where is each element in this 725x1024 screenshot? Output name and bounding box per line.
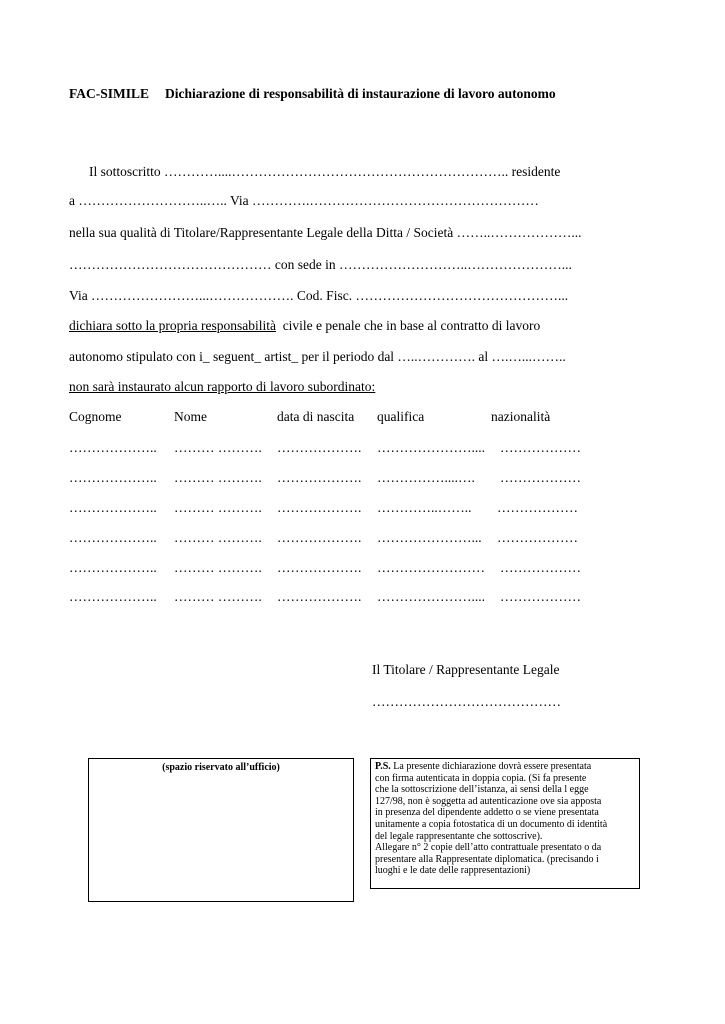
ps-lead: P.S.	[375, 761, 391, 772]
cell-cognome: ………………..	[69, 560, 157, 575]
document-title	[69, 86, 556, 102]
line-sede: ……………………………………… con sede in ………………………..…………………...	[69, 257, 572, 272]
office-reserved-box	[88, 758, 354, 902]
cell-qualifica: …………..……..	[377, 500, 472, 515]
signature-label: Il Titolare / Rappresentante Legale	[372, 662, 560, 677]
cell-cognome: ………………..	[69, 440, 157, 455]
ps-line: luoghi e le date delle rappresentazioni)	[375, 865, 531, 877]
ps-line: La presente dichiarazione dovrà essere presentata	[390, 761, 592, 772]
header-nome: Nome	[174, 409, 207, 424]
cell-nazionalita: ………………	[500, 589, 581, 604]
cell-qualifica: ……………………	[377, 560, 485, 575]
line-sottoscritto: Il sottoscritto …………....…………………………………………………….. residente	[89, 164, 561, 179]
cell-qualifica: ……………....….	[377, 470, 475, 485]
cell-nome: ……… ……….	[174, 470, 262, 485]
cell-nome: ……… ……….	[174, 589, 262, 604]
ps-line: presentare alla Rappresentate diplomatica. (precisando i	[375, 853, 599, 865]
line-dichiara	[69, 318, 540, 334]
cell-data-nascita: ……………….	[277, 500, 362, 515]
cell-cognome: ………………..	[69, 470, 157, 485]
header-data-nascita: data di nascita	[277, 409, 355, 424]
cell-nome: ……… ……….	[174, 500, 262, 515]
cell-nazionalita: ………………	[500, 470, 581, 485]
cell-data-nascita: ……………….	[277, 560, 362, 575]
cell-cognome: ………………..	[69, 530, 157, 545]
cell-nome: ……… ……….	[174, 440, 262, 455]
ps-line: del legale rappresentante che sottoscrive).	[375, 830, 543, 842]
cell-nazionalita: ………………	[500, 440, 581, 455]
title-text: Dichiarazione di responsabilità di instaurazione di lavoro autonomo	[165, 86, 556, 101]
dichiara-rest: civile e penale che in base al contratto di lavoro	[282, 318, 541, 333]
cell-nazionalita: ………………	[497, 530, 578, 545]
cell-cognome: ………………..	[69, 589, 157, 604]
ps-line: Allegare n° 2 copie dell’atto contrattuale presentato o da	[375, 842, 602, 854]
header-cognome: Cognome	[69, 409, 122, 424]
cell-nazionalita: ………………	[500, 560, 581, 575]
line-qualita: nella sua qualità di Titolare/Rappresentante Legale della Ditta / Società ……..………………...	[69, 225, 582, 240]
dichiara-underlined: dichiara sotto la propria responsabilità	[69, 318, 276, 333]
cell-nome: ……… ……….	[174, 560, 262, 575]
header-qualifica: qualifica	[377, 409, 425, 424]
cell-qualifica: …………………....	[377, 589, 485, 604]
cell-data-nascita: ……………….	[277, 470, 362, 485]
line-residenza: a ………………………..….. Via ………….……………………………………………	[69, 193, 539, 208]
ps-line: 127/98, non è soggetta ad autenticazione ove sia apposta	[375, 795, 602, 807]
ps-line: in presenza del dipendente addetto o se viene presentata	[375, 807, 599, 819]
office-reserved-label: (spazio riservato all’ufficio)	[162, 762, 280, 773]
ps-line: unitamente a copia fotostatica di un documento di identità	[375, 818, 608, 830]
cell-nazionalita: ………………	[497, 500, 578, 515]
cell-qualifica: …………………...	[377, 530, 482, 545]
signature-line: ……………………………………	[372, 694, 561, 709]
ps-note-box	[370, 758, 640, 889]
line-via-codfisc: Via ……………………...………………. Cod. Fisc. ………………………………………...	[69, 288, 569, 303]
ps-line: che la sottoscrizione dell’istanza, ai sensi della l egge	[375, 784, 589, 796]
line-contratto: autonomo stipulato con i_ seguent_ artist_ per il periodo dal …..…………. al ….…...……..	[69, 349, 566, 364]
header-nazionalita: nazionalità	[491, 409, 551, 424]
ps-line: con firma autenticata in doppia copia. (Si fa presente	[375, 772, 587, 784]
cell-data-nascita: ……………….	[277, 530, 362, 545]
cell-cognome: ………………..	[69, 500, 157, 515]
title-prefix: FAC-SIMILE	[69, 86, 150, 101]
cell-data-nascita: ……………….	[277, 440, 362, 455]
line-non-instaurato: non sarà instaurato alcun rapporto di lavoro subordinato:	[69, 379, 376, 394]
cell-qualifica: …………………....	[377, 440, 485, 455]
cell-nome: ……… ……….	[174, 530, 262, 545]
cell-data-nascita: ……………….	[277, 589, 362, 604]
